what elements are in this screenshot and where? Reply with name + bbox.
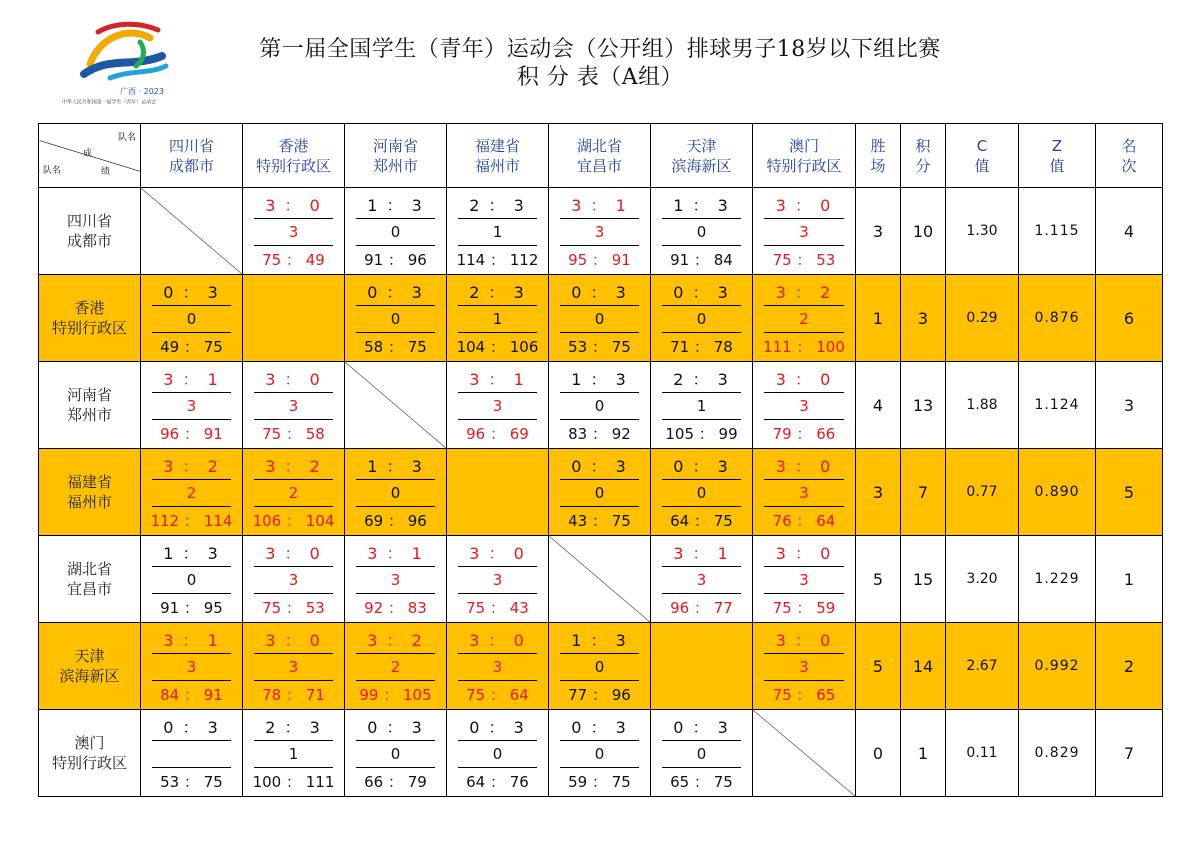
col-header-team-7: 澳门 特别行政区	[753, 124, 856, 188]
rally-points: 75 ： 65	[772, 685, 836, 704]
c-value: 0.29	[946, 275, 1019, 362]
rally-points: 91 ： 96	[364, 250, 427, 269]
rally-points: 65 ： 75	[670, 772, 733, 791]
match-result-cell	[345, 536, 447, 623]
row-team-name: 澳门 特别行政区	[39, 710, 141, 797]
rally-points: 91 ： 95	[160, 598, 223, 617]
match-points: 0	[458, 741, 537, 768]
rally-points: 100 ： 111	[252, 772, 335, 791]
table-row	[39, 188, 1163, 275]
rank-value: 1	[1096, 536, 1163, 623]
set-score: 1 ： 3	[662, 193, 741, 219]
z-value: 0.992	[1019, 623, 1096, 710]
match-points: 0	[560, 393, 639, 420]
c-value: 3.20	[946, 536, 1019, 623]
set-score: 3 ： 0	[254, 367, 333, 393]
match-points: 1	[458, 219, 537, 246]
set-score: 1 ： 3	[356, 193, 435, 219]
match-result-cell	[651, 275, 753, 362]
rally-points: 84 ： 91	[160, 685, 223, 704]
set-score: 1 ： 3	[152, 541, 231, 567]
set-score: 3 ： 0	[764, 367, 844, 393]
set-score: 0 ： 3	[458, 715, 537, 741]
rank-value: 7	[1096, 710, 1163, 797]
match-result-cell	[345, 188, 447, 275]
rally-points: 75 ： 49	[262, 250, 325, 269]
match-points: 3	[254, 567, 333, 594]
wins-value: 3	[856, 188, 901, 275]
match-result-cell	[651, 710, 753, 797]
rally-points: 49 ： 75	[160, 337, 223, 356]
rally-points: 105 ： 99	[665, 424, 738, 443]
col-header-team-4: 福建省 福州市	[447, 124, 549, 188]
match-result-cell	[549, 362, 651, 449]
self-match-cell	[345, 362, 447, 449]
set-score: 3 ： 0	[254, 193, 333, 219]
match-result-cell	[141, 275, 243, 362]
match-points: 3	[152, 393, 231, 420]
match-points: 0	[560, 654, 639, 681]
points-value: 1	[901, 710, 946, 797]
set-score: 2 ： 3	[458, 280, 537, 306]
row-team-name: 福建省 福州市	[39, 449, 141, 536]
match-points: 0	[152, 567, 231, 594]
match-result-cell	[549, 275, 651, 362]
set-score: 3 ： 0	[458, 541, 537, 567]
match-result-cell	[447, 536, 549, 623]
self-match-cell	[651, 623, 753, 710]
rally-points: 59 ： 75	[568, 772, 631, 791]
match-result-cell	[753, 362, 856, 449]
set-score: 0 ： 3	[152, 715, 231, 741]
corner-label-result-1: 成	[83, 149, 93, 159]
corner-label-team-top: 队名	[117, 133, 136, 143]
rally-points: 75 ： 59	[772, 598, 836, 617]
rally-points: 96 ： 69	[466, 424, 529, 443]
match-result-cell	[345, 449, 447, 536]
row-team-name: 河南省 郑州市	[39, 362, 141, 449]
match-result-cell	[651, 188, 753, 275]
match-points: 2	[152, 480, 231, 507]
rally-points: 66 ： 79	[364, 772, 427, 791]
match-result-cell	[549, 188, 651, 275]
rally-points: 114 ： 112	[456, 250, 539, 269]
rally-points: 92 ： 83	[364, 598, 427, 617]
match-points: 0	[662, 480, 741, 507]
match-points: 3	[764, 567, 844, 594]
rally-points: 75 ： 53	[262, 598, 325, 617]
rank-value: 6	[1096, 275, 1163, 362]
wins-value: 1	[856, 275, 901, 362]
corner-label-result-2: 绩	[101, 167, 111, 177]
match-points: 3	[254, 219, 333, 246]
self-match-cell	[141, 188, 243, 275]
rally-points: 64 ： 75	[670, 511, 733, 530]
set-score: 3 ： 0	[764, 193, 844, 219]
c-value: 2.67	[946, 623, 1019, 710]
rank-value: 5	[1096, 449, 1163, 536]
rally-points: 75 ： 53	[772, 250, 836, 269]
match-result-cell	[447, 710, 549, 797]
match-result-cell	[549, 449, 651, 536]
table-row	[39, 536, 1163, 623]
self-match-cell	[753, 710, 856, 797]
match-points: 0	[356, 306, 435, 333]
points-value: 3	[901, 275, 946, 362]
set-score: 3 ： 1	[356, 541, 435, 567]
match-result-cell	[549, 710, 651, 797]
row-team-name: 天津 滨海新区	[39, 623, 141, 710]
match-points: 2	[254, 480, 333, 507]
rally-points: 96 ： 77	[670, 598, 733, 617]
set-score: 3 ： 2	[152, 454, 231, 480]
rally-points: 112 ： 114	[150, 511, 233, 530]
set-score: 0 ： 3	[356, 280, 435, 306]
match-points: 3	[458, 654, 537, 681]
match-result-cell	[651, 536, 753, 623]
match-points: 0	[560, 741, 639, 768]
rally-points: 64 ： 76	[466, 772, 529, 791]
rally-points: 95 ： 91	[568, 250, 631, 269]
match-points: 2	[764, 306, 844, 333]
match-result-cell	[243, 536, 345, 623]
logo-year: 广西 · 2023	[120, 87, 164, 96]
col-header-team-6: 天津 滨海新区	[651, 124, 753, 188]
match-points: 3	[764, 393, 844, 420]
col-header-team-5: 湖北省 宜昌市	[549, 124, 651, 188]
match-points: 0	[356, 480, 435, 507]
match-points: 3	[254, 654, 333, 681]
match-points: 1	[458, 306, 537, 333]
games-logo	[62, 16, 202, 116]
set-score: 2 ： 3	[254, 715, 333, 741]
rally-points: 58 ： 75	[364, 337, 427, 356]
set-score: 0 ： 3	[560, 280, 639, 306]
match-result-cell	[753, 449, 856, 536]
self-match-cell	[447, 449, 549, 536]
c-value: 0.11	[946, 710, 1019, 797]
z-value: 1.229	[1019, 536, 1096, 623]
set-score: 3 ： 2	[356, 628, 435, 654]
match-result-cell	[243, 710, 345, 797]
set-score: 3 ： 0	[764, 541, 844, 567]
match-points: 0	[662, 219, 741, 246]
match-result-cell	[243, 623, 345, 710]
match-result-cell	[549, 623, 651, 710]
title-line-1: 第一届全国学生（青年）运动会（公开组）排球男子18岁以下组比赛	[259, 37, 941, 62]
match-points: 0	[560, 480, 639, 507]
set-score: 3 ： 0	[458, 628, 537, 654]
self-match-cell	[549, 536, 651, 623]
header-row	[39, 124, 1163, 188]
match-points: 3	[458, 393, 537, 420]
wins-value: 0	[856, 710, 901, 797]
match-points: 0	[662, 306, 741, 333]
match-result-cell	[243, 362, 345, 449]
page-title	[200, 36, 1000, 92]
col-header-wins: 胜 场	[856, 124, 901, 188]
set-score: 3 ： 0	[764, 628, 844, 654]
points-value: 15	[901, 536, 946, 623]
rally-points: 104 ： 106	[456, 337, 539, 356]
set-score: 2 ： 3	[458, 193, 537, 219]
rally-points: 75 ： 58	[262, 424, 325, 443]
col-header-z-value: Z 值	[1019, 124, 1096, 188]
match-result-cell	[753, 536, 856, 623]
match-points: 3	[764, 480, 844, 507]
rally-points: 69 ： 96	[364, 511, 427, 530]
rally-points: 77 ： 96	[568, 685, 631, 704]
match-points: 3	[764, 654, 844, 681]
self-match-cell	[243, 275, 345, 362]
table-row	[39, 275, 1163, 362]
set-score: 2 ： 3	[662, 367, 741, 393]
match-points: 2	[356, 654, 435, 681]
title-line-2: 积 分 表（A组）	[516, 65, 684, 90]
match-points: 0	[152, 306, 231, 333]
points-value: 7	[901, 449, 946, 536]
match-result-cell	[651, 362, 753, 449]
match-points: 3	[356, 567, 435, 594]
wins-value: 5	[856, 536, 901, 623]
rally-points: 75 ： 43	[466, 598, 529, 617]
match-points: 1	[254, 741, 333, 768]
col-header-c-value: C 值	[946, 124, 1019, 188]
rally-points: 75 ： 64	[466, 685, 529, 704]
z-value: 0.876	[1019, 275, 1096, 362]
rally-points: 99 ： 105	[359, 685, 432, 704]
points-value: 13	[901, 362, 946, 449]
set-score: 0 ： 3	[662, 280, 741, 306]
wins-value: 3	[856, 449, 901, 536]
set-score: 3 ： 0	[254, 628, 333, 654]
match-result-cell	[141, 710, 243, 797]
z-value: 0.829	[1019, 710, 1096, 797]
match-result-cell	[753, 188, 856, 275]
z-value: 1.115	[1019, 188, 1096, 275]
rank-value: 3	[1096, 362, 1163, 449]
set-score: 3 ： 0	[254, 541, 333, 567]
set-score: 3 ： 1	[152, 628, 231, 654]
match-points: 0	[560, 306, 639, 333]
match-points: 3	[458, 567, 537, 594]
table-row	[39, 623, 1163, 710]
match-points: 3	[254, 393, 333, 420]
rally-points: 71 ： 78	[670, 337, 733, 356]
set-score: 1 ： 3	[560, 628, 639, 654]
row-team-name: 四川省 成都市	[39, 188, 141, 275]
rally-points: 76 ： 64	[772, 511, 836, 530]
games-emblem-icon	[70, 16, 180, 88]
match-points: 3	[152, 654, 231, 681]
match-points: 0	[356, 741, 435, 768]
rally-points: 78 ： 71	[262, 685, 325, 704]
rally-points: 53 ： 75	[568, 337, 631, 356]
col-header-team-2: 香港 特别行政区	[243, 124, 345, 188]
match-points: 1	[662, 393, 741, 420]
set-score: 3 ： 1	[152, 367, 231, 393]
col-header-team-3: 河南省 郑州市	[345, 124, 447, 188]
points-value: 10	[901, 188, 946, 275]
z-value: 1.124	[1019, 362, 1096, 449]
match-result-cell	[345, 275, 447, 362]
table-row	[39, 362, 1163, 449]
c-value: 1.30	[946, 188, 1019, 275]
set-score: 0 ： 3	[152, 280, 231, 306]
set-score: 0 ： 3	[560, 715, 639, 741]
rally-points: 91 ： 84	[670, 250, 733, 269]
match-result-cell	[141, 536, 243, 623]
match-points: 0	[356, 219, 435, 246]
set-score: 3 ： 0	[764, 454, 844, 480]
rally-points: 43 ： 75	[568, 511, 631, 530]
set-score: 0 ： 3	[662, 715, 741, 741]
match-result-cell	[345, 623, 447, 710]
row-team-name: 香港 特别行政区	[39, 275, 141, 362]
match-points: 3	[560, 219, 639, 246]
wins-value: 4	[856, 362, 901, 449]
match-result-cell	[243, 449, 345, 536]
set-score: 3 ： 2	[254, 454, 333, 480]
standings-table	[38, 123, 1163, 797]
row-team-name: 湖北省 宜昌市	[39, 536, 141, 623]
match-result-cell	[447, 623, 549, 710]
match-result-cell	[753, 623, 856, 710]
wins-value: 5	[856, 623, 901, 710]
rally-points: 83 ： 92	[568, 424, 631, 443]
match-result-cell	[141, 449, 243, 536]
table-body	[39, 188, 1163, 797]
set-score: 3 ： 1	[458, 367, 537, 393]
set-score: 0 ： 3	[662, 454, 741, 480]
match-points: 3	[764, 219, 844, 246]
match-result-cell	[345, 710, 447, 797]
match-points	[152, 741, 231, 768]
rally-points: 106 ： 104	[252, 511, 335, 530]
match-result-cell	[447, 362, 549, 449]
rally-points: 79 ： 66	[772, 424, 836, 443]
c-value: 1.88	[946, 362, 1019, 449]
set-score: 1 ： 3	[356, 454, 435, 480]
match-result-cell	[447, 275, 549, 362]
set-score: 1 ： 3	[560, 367, 639, 393]
rally-points: 111 ： 100	[763, 337, 845, 356]
set-score: 3 ： 1	[560, 193, 639, 219]
rank-value: 2	[1096, 623, 1163, 710]
match-result-cell	[753, 275, 856, 362]
set-score: 3 ： 1	[662, 541, 741, 567]
logo-caption: 中华人民共和国第一届学生（青年）运动会	[62, 99, 157, 106]
c-value: 0.77	[946, 449, 1019, 536]
match-result-cell	[447, 188, 549, 275]
z-value: 0.890	[1019, 449, 1096, 536]
set-score: 3 ： 2	[764, 280, 844, 306]
match-result-cell	[243, 188, 345, 275]
corner-header	[39, 124, 141, 188]
match-result-cell	[141, 623, 243, 710]
match-points: 0	[662, 741, 741, 768]
table-row	[39, 710, 1163, 797]
col-header-team-1: 四川省 成都市	[141, 124, 243, 188]
table-row	[39, 449, 1163, 536]
corner-label-team-left: 队名	[43, 166, 62, 176]
rank-value: 4	[1096, 188, 1163, 275]
rally-points: 53 ： 75	[160, 772, 223, 791]
match-result-cell	[651, 449, 753, 536]
rally-points: 96 ： 91	[160, 424, 223, 443]
match-points: 3	[662, 567, 741, 594]
match-result-cell	[141, 362, 243, 449]
set-score: 0 ： 3	[560, 454, 639, 480]
set-score: 0 ： 3	[356, 715, 435, 741]
col-header-points: 积 分	[901, 124, 946, 188]
points-value: 14	[901, 623, 946, 710]
col-header-rank: 名 次	[1096, 124, 1163, 188]
